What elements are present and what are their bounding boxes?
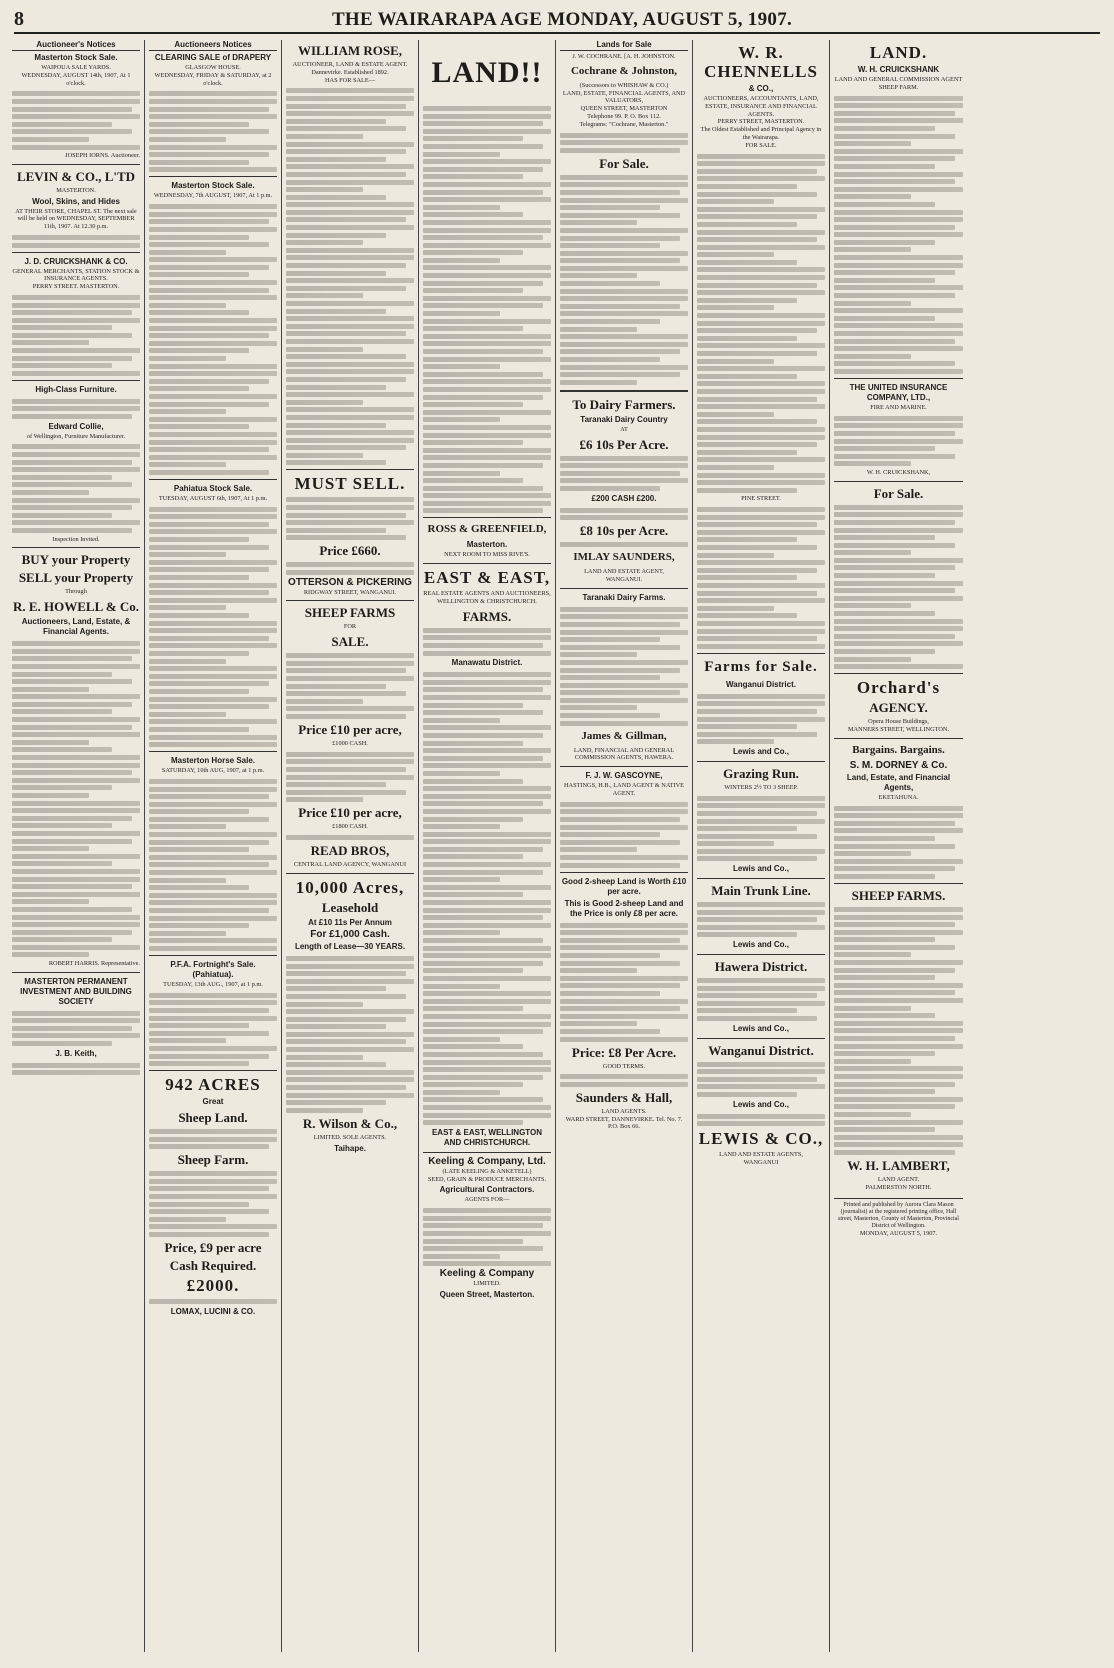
ad-body-text (12, 1011, 140, 1046)
ad-subtitle: GENERAL MERCHANTS, STATION STOCK & INSURANCE AGENTS. (12, 267, 140, 283)
ad-date: TUESDAY, AUGUST 6th, 1907, At 1 p.m. (158, 494, 268, 502)
ad-heading: For Sale. (873, 485, 924, 501)
ad-note: NEXT ROOM TO MISS RIVE'S. (444, 551, 530, 559)
ad-price: £8 10s per Acre. (579, 523, 669, 539)
ad-subtitle: Auctioneers, Land, Estate, & Financial Agents. (21, 617, 131, 637)
column-2 (145, 40, 282, 1652)
ad-body-text (423, 672, 551, 1125)
ad-cash: £1000 CASH. (332, 739, 368, 747)
ad-body-text (697, 978, 825, 1021)
ad-subtitle: CENTRAL LAND AGENCY, WANGANUI (293, 861, 407, 869)
ad-title: W. R. CHENNELLS (704, 43, 818, 81)
ad-subtitle: GLASGOW HOUSE. (185, 64, 241, 71)
ad-title: LEWIS & CO., (698, 1129, 824, 1149)
ad-subtitle: AUCTIONEER, LAND & ESTATE AGENT. Dannevirke. Established 1892. (292, 61, 408, 76)
ad-title: Taranaki Dairy Farms. (582, 592, 666, 602)
ad-heading: Agricultural Contractors. (439, 1185, 535, 1195)
ad-body-text (149, 1299, 277, 1304)
column-1 (8, 40, 145, 1652)
ad-ltd: LIMITED. (473, 1280, 501, 1287)
ad-agents: AGENTS FOR— (464, 1196, 510, 1204)
ad-body-text (834, 907, 963, 1155)
ad-note: Inspection Invited. (52, 535, 100, 543)
newspaper-title: THE WAIRARAPA AGE MONDAY, AUGUST 5, 1907. (331, 9, 793, 30)
ad-body-text (12, 444, 140, 533)
ad-district: Manawatu District. (451, 658, 523, 668)
ad-body-text (560, 802, 688, 868)
ad-place: MANNERS STREET, WELLINGTON. (847, 725, 950, 733)
ad-rent: At £10 11s Per Annum (308, 917, 392, 927)
ad-title: THE UNITED INSURANCE COMPANY, LTD., (849, 382, 948, 402)
ad-body-text (286, 562, 414, 575)
ad-place: Opera House Buildings, (868, 718, 929, 726)
ad-name: W. H. CRUICKSHANK (857, 65, 940, 74)
ad-place: Taihape. (334, 1143, 366, 1153)
columns (8, 40, 1106, 1652)
ad-body-text (149, 91, 277, 172)
ad-title: Keeling & Company, Ltd. (428, 1155, 546, 1167)
section-header: Auctioneers Notices (149, 40, 277, 51)
ad-cash: £1800 CASH. (332, 823, 368, 831)
ad-subtitle: HASTINGS, H.B., LAND AGENT & NATIVE AGENT. (563, 782, 685, 798)
ad-body-text (697, 796, 825, 862)
ad-title: WILLIAM ROSE, (297, 43, 403, 58)
ad-for: FOR (343, 623, 357, 631)
ad-subtitle: WAIPOUA SALE YARDS. (41, 64, 111, 71)
ad-footer: EAST & EAST, WELLINGTON AND CHRISTCHURCH. (431, 1127, 543, 1147)
ad-subtitle: LAND AND ESTATE AGENT, (584, 568, 664, 576)
ad-body-text (423, 106, 551, 513)
ad-body-text (560, 923, 688, 1042)
ad-title: MUST SELL. (294, 474, 406, 494)
ad-body-text (834, 416, 963, 467)
ad-name: Lewis and Co., (732, 864, 789, 874)
ad-names: J. W. COCHRANE. [A. H. JOHNSTON. (572, 53, 676, 60)
ad-subtitle: LAND AND GENERAL COMMISSION AGENT (834, 76, 963, 83)
ad-title: SALE. (331, 634, 369, 650)
ad-title: OTTERSON & PICKERING (288, 576, 412, 588)
ad-title: W. H. LAMBERT, (847, 1157, 950, 1173)
ad-body-text (697, 154, 825, 493)
ad-subtitle: AUCTIONEERS, ACCOUNTANTS, LAND, ESTATE, INSURANCE AND FINANCIAL AGENTS. (703, 95, 819, 118)
ad-title: Good 2-sheep Land is Worth £10 per acre. (561, 876, 687, 896)
ad-title: LAND. (869, 43, 928, 62)
ad-body-text (286, 835, 414, 840)
ad-subtitle: Sheep Farm. (177, 1152, 249, 1168)
ad-title: Saunders & Hall, (575, 1089, 673, 1105)
ad-name: R. E. HOWELL & Co. (12, 599, 140, 615)
ad-body-text (12, 295, 140, 376)
ad-title: MASTERTON PERMANENT INVESTMENT AND BUILDING SOCIETY (20, 976, 132, 1006)
section-header: Auctioneer's Notices (12, 40, 140, 51)
ad-subtitle: LAND AGENTS. (601, 1107, 647, 1115)
ad-subtitle: SEED, GRAIN & PRODUCE MERCHANTS. (427, 1175, 547, 1183)
ad-date: TUESDAY, 13th AUG., 1907, at 1 p.m. (163, 980, 263, 988)
ad-signature: J. B. Keith, (55, 1048, 97, 1058)
ad-price: £6 10s Per Acre. (579, 436, 669, 452)
ad-price: Price, £9 per acre (164, 1240, 262, 1256)
ad-title: READ BROS, (310, 843, 390, 859)
ad-title: Main Trunk Line. (711, 883, 811, 899)
ad-name: Lewis and Co., (732, 940, 789, 950)
ad-telegram: Telegrams: "Cochrane, Masterton." (579, 120, 669, 128)
column-7 (830, 40, 967, 1652)
ad-subtitle: Great (202, 1097, 224, 1107)
ad-subtitle: & CO., (748, 84, 774, 93)
ad-subtitle: (Successors to WHISHAW & CO.) (579, 81, 669, 89)
ad-subtitle: LIMITED. SOLE AGENTS. (313, 1133, 387, 1141)
ad-body-text (560, 133, 688, 153)
ad-title: Masterton Horse Sale. (170, 756, 256, 766)
ad-price: Price £660. (319, 543, 381, 559)
ad-title: Grazing Run. (723, 765, 799, 781)
ad-pine: PINE STREET. (741, 495, 781, 503)
ad-body-text (286, 956, 414, 1113)
ad-date: WEDNESDAY, AUGUST 14th, 1907, At 1 o'clock. (21, 71, 131, 87)
ad-date: WEDNESDAY, 7th AUGUST, 1907, At 1 p.m. (153, 192, 273, 200)
ad-note: The Oldest Established and Principal Agency in the Wairarapa. (700, 126, 822, 141)
ad-name: Keeling & Company (439, 1268, 535, 1279)
ad-title: CLEARING SALE of DRAPERY (154, 53, 272, 62)
ad-title: SHEEP FARMS. (851, 887, 946, 903)
ad-subtitle: LAND AGENT. (877, 1175, 920, 1183)
ad-body-text (149, 1129, 277, 1149)
ad-title: Bargains. Bargains. (852, 743, 945, 756)
ad-body-text (560, 607, 688, 726)
ad-forsale: FOR SALE. (745, 141, 777, 149)
ad-body-text (560, 508, 688, 521)
ad-title: 10,000 Acres, (295, 877, 405, 897)
ad-address: PERRY STREET, MASTERTON. (717, 118, 805, 126)
ad-body-text (12, 399, 140, 419)
ad-has: HAS FOR SALE— (324, 76, 376, 84)
ad-title: 942 ACRES (165, 1075, 261, 1095)
masthead (14, 8, 1100, 34)
ad-title: Farms for Sale. (704, 658, 818, 675)
ad-title: BUY your Property (21, 552, 131, 568)
ad-lease: Length of Lease—30 YEARS. (294, 941, 406, 951)
ad-title: SELL your Property (18, 570, 134, 586)
ad-heading: FARMS. (462, 608, 512, 624)
ad-title: Masterton Stock Sale. (34, 53, 118, 62)
ad-price: Price £10 per acre, (298, 805, 402, 821)
ad-body-text (12, 641, 140, 957)
column-4 (419, 40, 556, 1652)
ad-date: SATURDAY, 10th AUG, 1907, at 1 p.m. (161, 767, 265, 775)
ad-subtitle: WINTERS 2½ TO 3 SHEEP. (724, 783, 798, 791)
column-3 (282, 40, 419, 1652)
ad-place: PERRY STREET. MASTERTON. (32, 283, 120, 291)
ad-subtitle: LAND AND ESTATE AGENTS, (719, 1151, 803, 1159)
ad-name: James & Gillman, (581, 729, 667, 742)
ad-body-text (149, 507, 277, 747)
ad-body-text (12, 1063, 140, 1076)
ad-title: High-Class Furniture. (35, 384, 117, 394)
ad-body-text (697, 1114, 825, 1127)
ad-subtitle: LAND, ESTATE, FINANCIAL AGENTS, AND VALUATORS, (562, 89, 686, 105)
ad-body-text (697, 1062, 825, 1097)
ad-body-text (149, 204, 277, 475)
ad-phone: Telephone 99. P. O. Box 112. (587, 112, 661, 120)
column-6 (693, 40, 830, 1652)
ad-place: Queen Street, Masterton. (439, 1289, 535, 1299)
ad-body-text (697, 902, 825, 937)
ad-name: Lewis and Co., (732, 1023, 789, 1033)
ad-subtitle: AGENCY. (869, 700, 928, 716)
ad-subtitle: of Wellington, Furniture Manufacturer. (26, 432, 126, 440)
ad-body-text (12, 91, 140, 149)
ad-date: WEDNESDAY, FRIDAY & SATURDAY, at 2 o'clock. (154, 71, 272, 87)
ad-subtitle: Leasehold (321, 899, 379, 915)
ad-name: S. M. DORNEY & Co. (849, 759, 948, 771)
ad-price: Price: £8 Per Acre. (571, 1044, 677, 1060)
ad-body-text (697, 694, 825, 745)
ad-name: Edward Collie, (48, 421, 104, 431)
ad-title: ROSS & GREENFIELD, (427, 523, 547, 536)
ad-address: WARD STREET, DANNEVIRKE. Tel. No. 7. P.O. Box 66. (565, 1115, 683, 1131)
ad-title: F. J. W. GASCOYNE, (585, 771, 663, 781)
ad-place: WANGANUI. (605, 575, 643, 583)
ad-title: R. Wilson & Co., (302, 1115, 398, 1131)
imprint: Printed and published by Aurora Clara Mason (journalist) at the registered printing office, Hall street, Masterton, County of Masterton, Provincial District of Wellington. (834, 1198, 963, 1230)
ad-title: LAND!! (431, 56, 543, 89)
ad-title: Wanganui District. (708, 1042, 814, 1058)
ad-body-text (286, 752, 414, 803)
ad-heading: For Sale. (599, 155, 649, 171)
ad-body-text (149, 779, 277, 951)
ad-body-text (423, 1208, 551, 1266)
ad-body-text (286, 497, 414, 540)
ad-at: AT (620, 425, 628, 433)
ad-name: Lewis and Co., (732, 1099, 789, 1109)
ad-subtitle: This is Good 2-sheep Land and the Price is only £8 per acre. (564, 898, 684, 918)
ad-subtitle: Taranaki Dairy Country (580, 414, 668, 424)
ad-subtitle: RIDGWAY STREET, WANGANUI. (303, 588, 397, 596)
ad-body-text (12, 235, 140, 248)
ad-body-text (697, 507, 825, 649)
ad-subtitle: Sheep Land. (178, 1110, 248, 1126)
ad-subtitle: LAND, FINANCIAL AND GENERAL COMMISSION AGENTS, HAWERA. (573, 746, 675, 762)
ad-address: QUEEN STREET, MASTERTON (580, 105, 668, 113)
ad-title: SHEEP FARMS (304, 605, 396, 621)
ad-signature: W. H. CRUICKSHANK, (866, 468, 931, 476)
ad-title: IMLAY SAUNDERS, (573, 551, 675, 564)
ad-body-text (149, 1171, 277, 1237)
ad-price: £2000. (186, 1276, 240, 1296)
ad-title: Pahiatua Stock Sale. (173, 483, 253, 493)
section-header: Lands for Sale (560, 40, 688, 51)
ad-text: AT THEIR STORE, CHAPEL ST. The next sale will be held on WEDNESDAY, SEPTEMBER 11th, 1907. At 12.30 p.m. (15, 207, 137, 231)
ad-terms: GOOD TERMS. (602, 1062, 646, 1070)
ad-signature: JOSEPH IORNS. Auctioneer. (65, 152, 140, 160)
ad-through: Through (65, 588, 87, 596)
ad-body-text (286, 653, 414, 719)
ad-title: EAST & EAST, (423, 568, 551, 588)
imprint-date: MONDAY, AUGUST 5, 1907. (859, 1229, 938, 1237)
ad-place: EKETAHUNA. (878, 793, 919, 801)
ad-title: LEVIN & CO., L'TD (16, 168, 136, 184)
ad-body-text (149, 993, 277, 1066)
ad-price: Cash Required. (169, 1258, 257, 1274)
ad-title: J. D. CRUICKSHANK & CO. (24, 256, 128, 266)
ad-title: To Dairy Farmers. (572, 396, 676, 412)
ad-price: For £1,000 Cash. (310, 928, 390, 940)
ad-subtitle: REAL ESTATE AGENTS AND AUCTIONEERS, WELLINGTON & CHRISTCHURCH. (423, 590, 551, 606)
ad-price: Price £10 per acre, (298, 721, 402, 737)
ad-place: PALMERSTON NORTH. (865, 1183, 932, 1191)
ad-body-text (286, 88, 414, 465)
ad-footer: LOMAX, LUCINI & CO. (170, 1306, 256, 1316)
ad-subtitle: Land, Estate, and Financial Agents, (846, 772, 951, 792)
ad-subtitle: Wanganui District. (726, 679, 796, 689)
ad-farm: SHEEP FARM. (878, 83, 919, 91)
ad-signature: ROBERT HARRIS. Representative. (48, 960, 140, 968)
ad-body-text (560, 542, 688, 547)
ad-cash: £200 CASH £200. (591, 493, 657, 503)
ad-place: WANGANUI (743, 1158, 779, 1166)
ad-title: Cochrane & Johnston, (570, 64, 678, 77)
ad-subtitle: FIRE AND MARINE. (870, 403, 927, 411)
ad-name: Lewis and Co., (732, 746, 789, 756)
ad-title: Orchard's (856, 678, 941, 698)
ad-body-text (834, 806, 963, 879)
column-5 (556, 40, 693, 1652)
ad-body-text (560, 456, 688, 491)
ad-place: MASTERTON. (56, 186, 96, 194)
ad-body-text (834, 505, 963, 669)
ad-body-text (834, 96, 963, 374)
ad-title: Masterton Stock Sale. (171, 181, 255, 191)
ad-subtitle: (LATE KEELING & ANKETELL) (442, 1167, 532, 1175)
ad-body-text (560, 1074, 688, 1087)
ad-body-text (560, 175, 688, 385)
ad-title: P.F.A. Fortnight's Sale. (Pahiatua). (170, 959, 256, 979)
ad-title: Hawera District. (714, 959, 808, 975)
page-number: 8 (14, 8, 24, 30)
ad-place: Masterton. (466, 540, 508, 550)
ad-body-text (423, 628, 551, 656)
ad-heading: Wool, Skins, and Hides (32, 196, 120, 206)
